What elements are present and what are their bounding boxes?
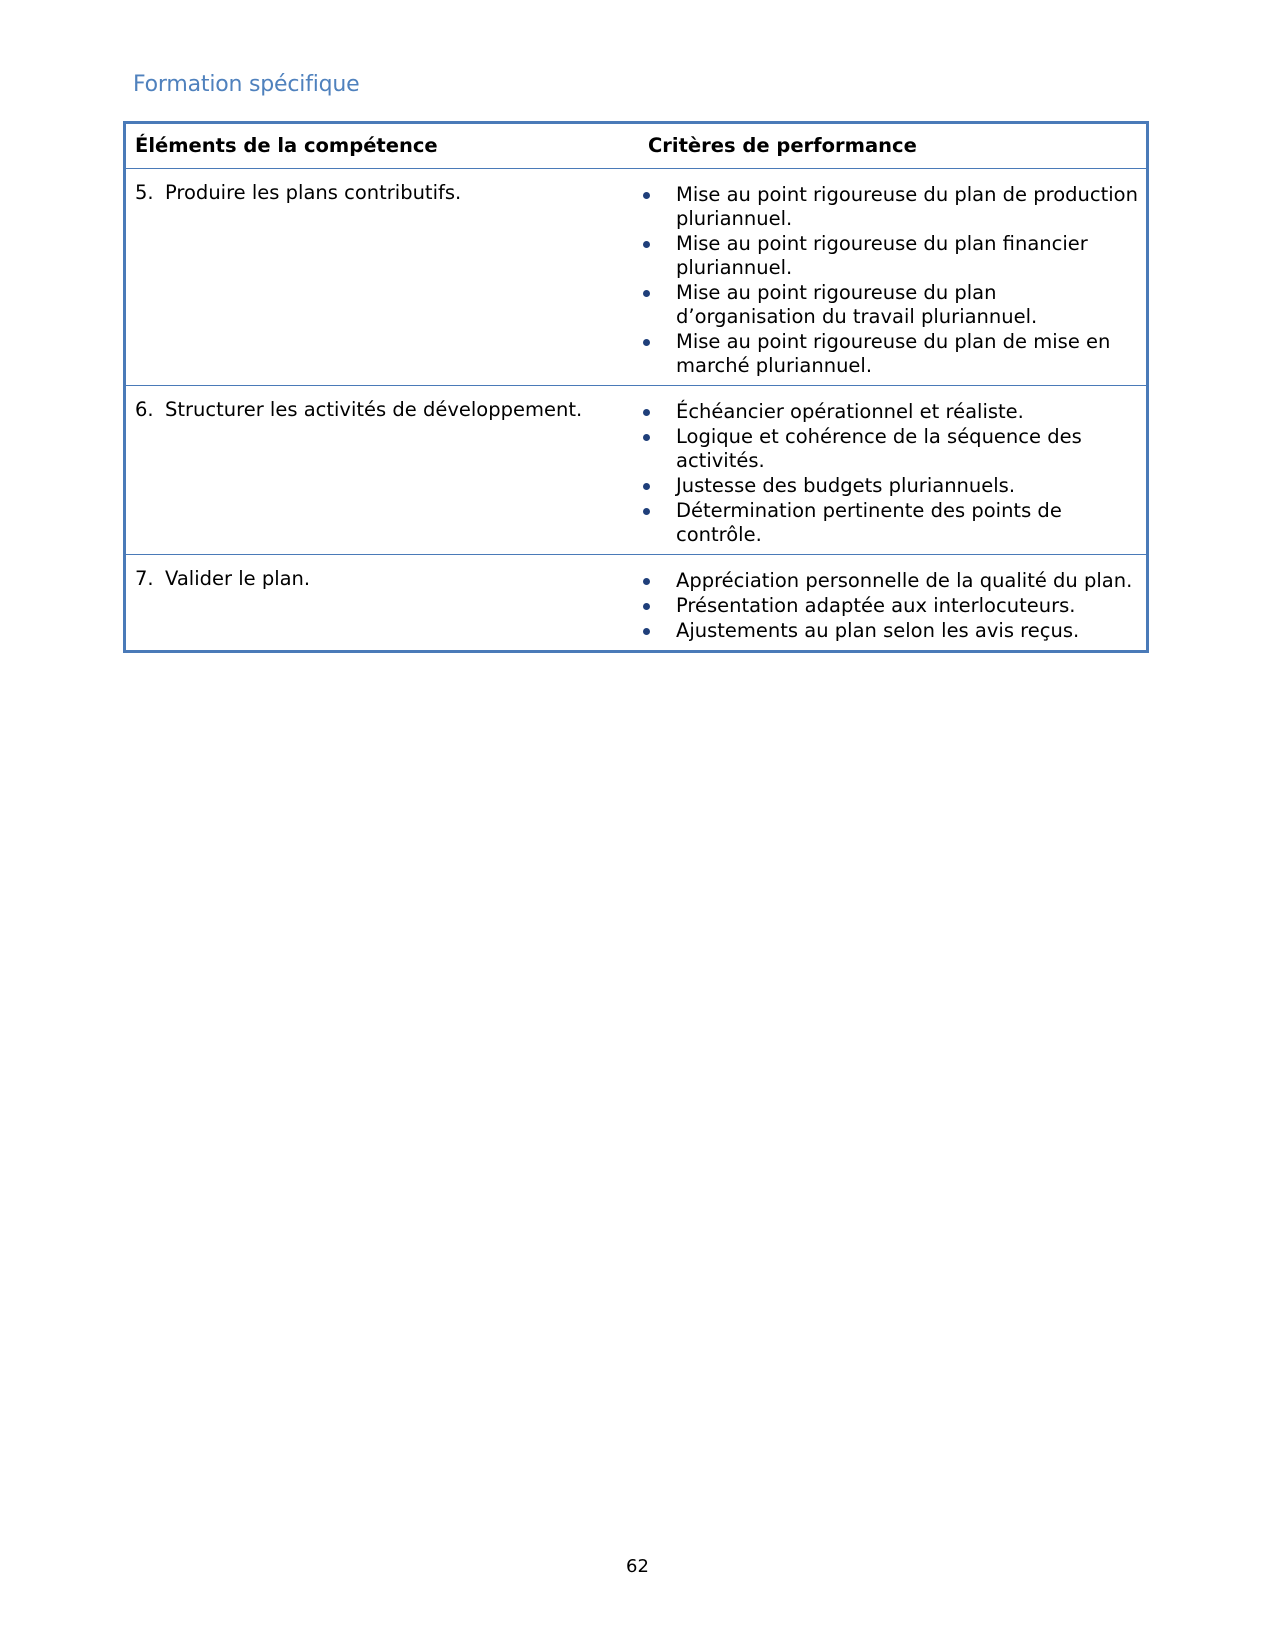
page-number: 62 [626,1556,649,1577]
criteria-list [639,400,1138,547]
criteria-item [639,232,1138,280]
table-header-row [126,124,1146,169]
table-row [126,386,1146,555]
criteria-cell [639,386,1146,555]
criteria-item [639,281,1138,329]
bullet-icon [643,339,650,346]
bullet-icon [643,483,650,490]
element-cell [126,386,639,555]
criteria-item [639,400,1138,424]
criteria-item [639,619,1138,643]
section-title: Formation spécifique [133,72,360,97]
element-number: 7. [135,567,154,590]
criteria-text: Échéancier opérationnel et réaliste. [676,400,1024,423]
criteria-text: Mise au point rigoureuse du plan financier pluriannuel. [676,232,1088,279]
header-criteria: Critères de performance [639,124,1146,169]
criteria-item [639,569,1138,593]
header-elements: Éléments de la compétence [126,124,639,169]
criteria-list [639,569,1138,643]
bullet-icon [643,628,650,635]
element-cell [126,169,639,386]
bullet-icon [643,578,650,585]
criteria-item [639,183,1138,231]
criteria-cell [639,169,1146,386]
element-number: 5. [135,181,154,204]
criteria-text: Mise au point rigoureuse du plan de production pluriannuel. [676,183,1138,230]
bullet-icon [643,409,650,416]
criteria-text: Justesse des budgets pluriannuels. [676,474,1016,497]
element-text: Structurer les activités de développement. [165,398,583,421]
element-text: Produire les plans contributifs. [165,181,462,204]
criteria-item [639,474,1138,498]
bullet-icon [643,192,650,199]
bullet-icon [643,434,650,441]
criteria-item [639,330,1138,378]
element-text: Valider le plan. [165,567,311,590]
bullet-icon [643,290,650,297]
criteria-text: Présentation adaptée aux interlocuteurs. [676,594,1076,617]
criteria-text: Logique et cohérence de la séquence des activités. [676,425,1082,472]
element-cell [126,555,639,651]
element-number: 6. [135,398,154,421]
criteria-text: Mise au point rigoureuse du plan d’organisation du travail pluriannuel. [676,281,1038,328]
competence-table [123,121,1149,653]
criteria-text: Détermination pertinente des points de contrôle. [676,499,1062,546]
bullet-icon [643,508,650,515]
criteria-list [639,183,1138,378]
criteria-text: Ajustements au plan selon les avis reçus. [676,619,1080,642]
criteria-text: Mise au point rigoureuse du plan de mise en marché pluriannuel. [676,330,1111,377]
table-row [126,555,1146,651]
criteria-cell [639,555,1146,651]
criteria-item [639,594,1138,618]
criteria-text: Appréciation personnelle de la qualité du plan. [676,569,1133,592]
bullet-icon [643,603,650,610]
bullet-icon [643,241,650,248]
table-row [126,169,1146,386]
criteria-item [639,499,1138,547]
criteria-item [639,425,1138,473]
